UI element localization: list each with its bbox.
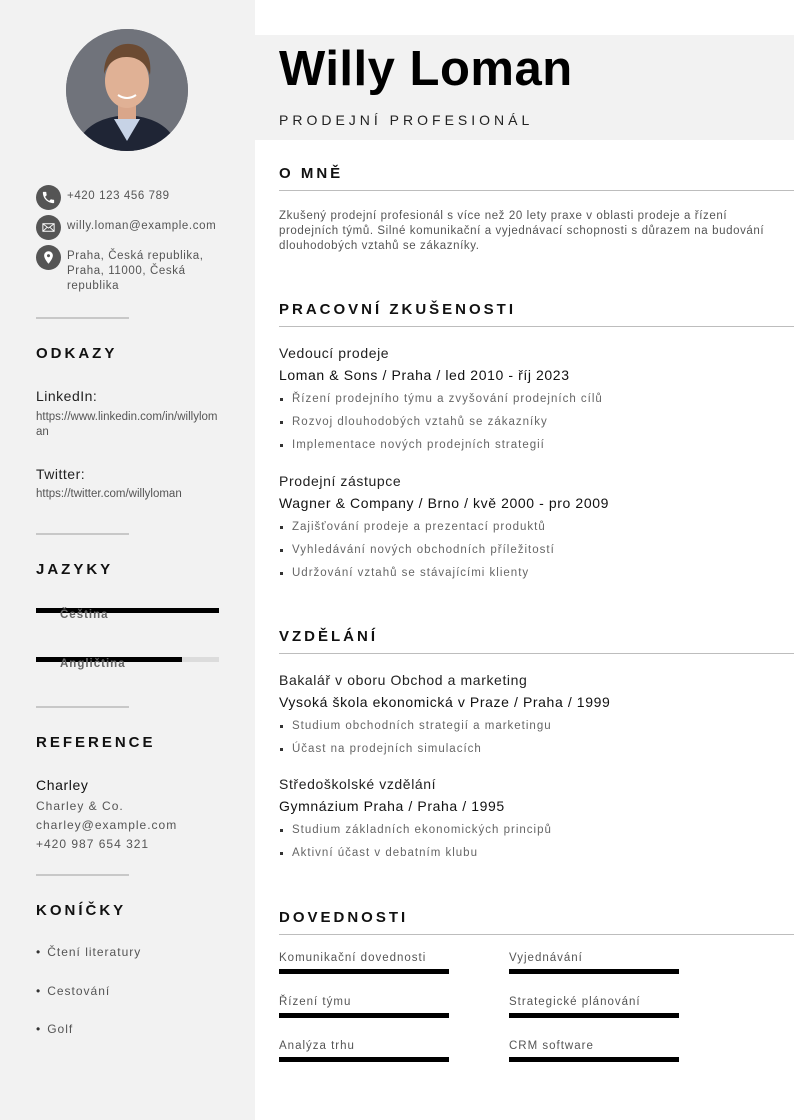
skill-name: Vyjednávání bbox=[509, 952, 583, 964]
skill-name: Komunikační dovednosti bbox=[279, 952, 427, 964]
job-subtitle: Wagner & Company / Brno / kvě 2000 - pro 2009 bbox=[279, 495, 609, 511]
contact-email bbox=[36, 219, 226, 240]
education-item bbox=[279, 669, 779, 761]
reference-heading: REFERENCE bbox=[36, 734, 156, 751]
phone-icon bbox=[36, 185, 61, 210]
job-bullets bbox=[279, 516, 779, 585]
bullet-item: Zajišťování prodeje a prezentací produktů bbox=[279, 516, 779, 539]
bullet-item: Účast na prodejních simulacích bbox=[279, 738, 779, 761]
skill-name: CRM software bbox=[509, 1040, 594, 1052]
about-text: Zkušený prodejní profesionál s více než 20 lety praxe v oblasti prodeje a řízení prodejních týmů. Silné komunikační a vyjednávací schopnosti s důrazem na budování dlouhodobých vztahů se zákazníky. bbox=[279, 210, 765, 252]
profile-photo bbox=[66, 29, 188, 151]
skill-name: Analýza trhu bbox=[279, 1040, 355, 1052]
skill-item bbox=[279, 1040, 449, 1062]
skill-item bbox=[509, 1040, 679, 1062]
sidebar-divider bbox=[36, 706, 129, 708]
skills-heading: DOVEDNOSTI bbox=[279, 909, 409, 926]
reference-email[interactable]: charley@example.com bbox=[36, 818, 178, 832]
hobby-item: • Golf bbox=[36, 1022, 73, 1036]
reference-name: Charley bbox=[36, 777, 89, 793]
education-bullets bbox=[279, 819, 779, 865]
section-divider bbox=[279, 326, 794, 327]
school-subtitle: Vysoká škola ekonomická v Praze / Praha / 1999 bbox=[279, 694, 611, 710]
phone-text: +420 123 456 789 bbox=[67, 190, 170, 202]
bullet-item: Vyhledávání nových obchodních příležitostí bbox=[279, 539, 779, 562]
envelope-icon bbox=[36, 215, 61, 240]
twitter-label: Twitter: bbox=[36, 466, 86, 482]
degree-title: Bakalář v oboru Obchod a marketing bbox=[279, 672, 528, 688]
experience-item bbox=[279, 342, 779, 457]
skill-bar bbox=[509, 969, 679, 974]
person-name: Willy Loman bbox=[279, 42, 573, 96]
location-pin-icon bbox=[36, 245, 61, 270]
skill-bar bbox=[279, 969, 449, 974]
skill-bar bbox=[279, 1057, 449, 1062]
skill-bar bbox=[509, 1013, 679, 1018]
contact-phone bbox=[36, 189, 226, 210]
bullet-item: Studium obchodních strategií a marketingu bbox=[279, 715, 779, 738]
contact-address bbox=[36, 249, 226, 294]
skill-bar bbox=[509, 1057, 679, 1062]
job-subtitle: Loman & Sons / Praha / led 2010 - říj 2023 bbox=[279, 367, 570, 383]
address-text: Praha, Česká republika, Praha, 11000, Česká republika bbox=[67, 250, 204, 292]
reference-company: Charley & Co. bbox=[36, 799, 124, 813]
section-divider bbox=[279, 653, 794, 654]
bullet-item: Aktivní účast v debatním klubu bbox=[279, 842, 779, 865]
email-text[interactable]: willy.loman@example.com bbox=[67, 220, 217, 232]
job-title: Prodejní zástupce bbox=[279, 473, 402, 489]
section-divider bbox=[279, 934, 794, 935]
experience-heading: PRACOVNÍ ZKUŠENOSTI bbox=[279, 301, 517, 318]
bullet-item: Implementace nových prodejních strategií bbox=[279, 434, 779, 457]
reference-phone: +420 987 654 321 bbox=[36, 837, 150, 851]
skill-name: Strategické plánování bbox=[509, 996, 641, 1008]
skill-item bbox=[509, 996, 679, 1018]
twitter-link[interactable]: https://twitter.com/willyloman bbox=[36, 488, 182, 500]
education-bullets bbox=[279, 715, 779, 761]
linkedin-label: LinkedIn: bbox=[36, 388, 98, 404]
hobby-item: • Čtení literatury bbox=[36, 945, 141, 959]
sidebar-divider bbox=[36, 533, 129, 535]
header-band bbox=[255, 35, 794, 140]
skill-bar bbox=[279, 1013, 449, 1018]
education-item bbox=[279, 773, 779, 865]
job-bullets bbox=[279, 388, 779, 457]
section-divider bbox=[279, 190, 794, 191]
links-heading: ODKAZY bbox=[36, 345, 118, 362]
bullet-item: Udržování vztahů se stávajícími klienty bbox=[279, 562, 779, 585]
school-subtitle: Gymnázium Praha / Praha / 1995 bbox=[279, 798, 505, 814]
about-heading: O MNĚ bbox=[279, 165, 344, 182]
sidebar-divider bbox=[36, 874, 129, 876]
language-item bbox=[36, 603, 219, 621]
sidebar-divider bbox=[36, 317, 129, 319]
reference-entry bbox=[36, 777, 177, 854]
skill-item bbox=[279, 952, 449, 974]
skill-name: Řízení týmu bbox=[279, 996, 352, 1008]
bullet-item: Řízení prodejního týmu a zvyšování prodejních cílů bbox=[279, 388, 779, 411]
degree-title: Středoškolské vzdělání bbox=[279, 776, 437, 792]
bullet-item: Studium základních ekonomických principů bbox=[279, 819, 779, 842]
bullet-item: Rozvoj dlouhodobých vztahů se zákazníky bbox=[279, 411, 779, 434]
hobbies-heading: KONÍČKY bbox=[36, 902, 127, 919]
person-portrait-icon bbox=[66, 29, 188, 151]
experience-item bbox=[279, 470, 779, 585]
sidebar bbox=[0, 0, 255, 1120]
skill-item bbox=[279, 996, 449, 1018]
job-title: Vedoucí prodeje bbox=[279, 345, 390, 361]
hobby-item: • Cestování bbox=[36, 984, 110, 998]
skill-item bbox=[509, 952, 679, 974]
person-role: PRODEJNÍ PROFESIONÁL bbox=[279, 112, 534, 128]
linkedin-link[interactable]: https://www.linkedin.com/in/willyloman bbox=[36, 411, 218, 438]
languages-heading: JAZYKY bbox=[36, 561, 114, 578]
education-heading: VZDĚLÁNÍ bbox=[279, 628, 378, 645]
language-name: Angličtina bbox=[60, 658, 126, 670]
language-item bbox=[36, 652, 219, 670]
language-name: Čeština bbox=[60, 609, 109, 621]
